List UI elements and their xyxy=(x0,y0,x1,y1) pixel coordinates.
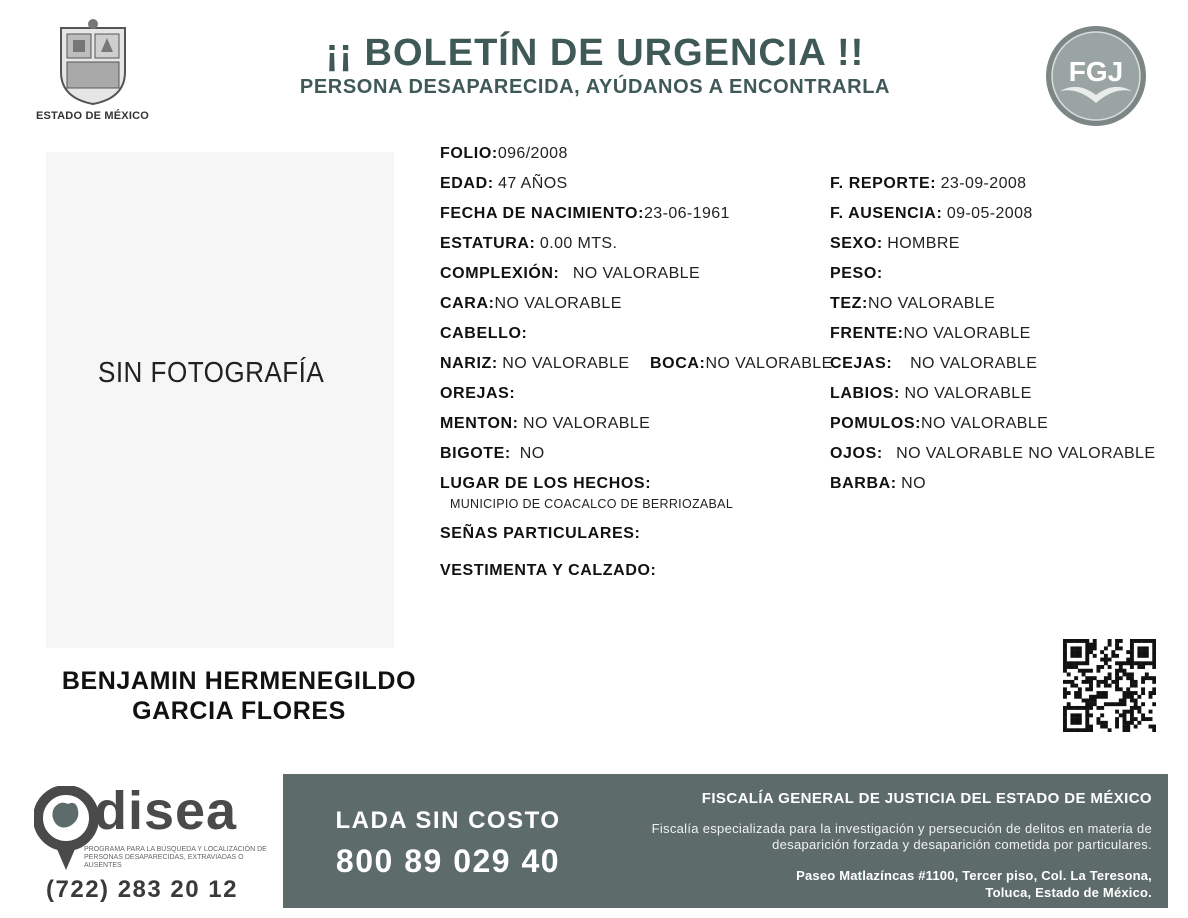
field-label: SEÑAS PARTICULARES: xyxy=(440,525,641,542)
field-barba xyxy=(830,474,926,494)
field-label: CARA: xyxy=(440,295,495,312)
field-estatura xyxy=(440,234,617,254)
no-photo-label: SIN FOTOGRAFÍA xyxy=(98,357,325,389)
field-label: FRENTE: xyxy=(830,325,904,342)
field-cejas xyxy=(830,354,1037,374)
field-f-reporte xyxy=(830,174,1026,194)
field-value: 0.00 MTS. xyxy=(539,235,618,252)
field-label: SEXO: xyxy=(830,235,883,252)
field-label: LUGAR DE LOS HECHOS: xyxy=(440,475,652,492)
field-vestimenta xyxy=(440,561,656,581)
field-value: NO VALORABLE xyxy=(502,355,630,372)
field-value: 47 AÑOS xyxy=(498,175,568,192)
field-value: NO VALORABLE xyxy=(705,355,833,372)
field-label: NARIZ: xyxy=(440,355,498,372)
field-label: F. AUSENCIA: xyxy=(830,205,943,222)
footer-contact-bar xyxy=(283,774,1168,908)
fiscalia-description: Fiscalía especializada para la investigación y persecución de delitos en materia de desaparición forzada y desaparición cometida por particulares. xyxy=(651,821,1152,852)
field-ojos xyxy=(830,444,1155,464)
field-label: FOLIO: xyxy=(440,145,498,162)
field-orejas xyxy=(440,384,515,404)
bulletin-header xyxy=(200,30,990,98)
address-line2: Toluca, Estado de México. xyxy=(985,885,1152,900)
field-value: NO VALORABLE xyxy=(523,415,651,432)
bulletin-subtitle: PERSONA DESAPARECIDA, AYÚDANOS A ENCONTRARLA xyxy=(299,76,891,98)
field-label: MENTON: xyxy=(440,415,519,432)
field-sexo xyxy=(830,234,960,254)
field-value: NO VALORABLE xyxy=(572,265,701,282)
field-boca xyxy=(650,354,833,374)
field-peso xyxy=(830,264,883,284)
field-value: NO VALORABLE xyxy=(904,385,1032,402)
field-label: CABELLO: xyxy=(440,325,528,342)
field-value: NO VALORABLE xyxy=(921,415,1049,432)
field-label: PESO: xyxy=(830,265,883,282)
odisea-word: disea xyxy=(94,781,238,841)
state-name: ESTADO DE MÉXICO xyxy=(35,110,149,122)
fgj-logo xyxy=(1040,25,1152,127)
field-senas xyxy=(440,524,640,544)
field-value: NO xyxy=(901,475,926,492)
field-label: F. REPORTE: xyxy=(830,175,937,192)
field-pomulos xyxy=(830,414,1048,434)
field-label: VESTIMENTA Y CALZADO: xyxy=(440,562,657,579)
field-fecha-nacimiento xyxy=(440,204,730,224)
field-labios xyxy=(830,384,1032,404)
fiscalia-address xyxy=(612,867,1152,901)
field-lugar-hechos xyxy=(440,474,651,494)
lugar-hechos-value: MUNICIPIO DE COACALCO DE BERRIOZABAL xyxy=(450,497,734,511)
field-nariz xyxy=(440,354,629,374)
field-label: OJOS: xyxy=(830,445,883,462)
field-label: BIGOTE: xyxy=(440,445,511,462)
field-label: EDAD: xyxy=(440,175,494,192)
field-f-ausencia xyxy=(830,204,1033,224)
field-menton xyxy=(440,414,650,434)
estado-de-mexico-logo xyxy=(30,18,155,130)
field-value: NO VALORABLE NO VALORABLE xyxy=(896,445,1156,462)
person-name xyxy=(30,666,448,726)
field-edad xyxy=(440,174,568,194)
field-tez xyxy=(830,294,995,314)
photo-placeholder xyxy=(46,152,394,648)
field-label: FECHA DE NACIMIENTO: xyxy=(440,205,644,222)
bulletin-title: ¡¡ BOLETÍN DE URGENCIA !! xyxy=(325,32,865,74)
person-name-line2: GARCIA FLORES xyxy=(132,697,346,725)
field-label: BOCA: xyxy=(650,355,706,372)
field-value: 09-05-2008 xyxy=(946,205,1033,222)
field-label: TEZ: xyxy=(830,295,868,312)
fgj-initials: FGJ xyxy=(1068,56,1124,87)
field-folio xyxy=(440,144,568,164)
odisea-program-text: PROGRAMA PARA LA BÚSQUEDA Y LOCALIZACIÓN DE PERSONAS DESAPARECIDAS, EXTRAVIADAS O AUSENTES xyxy=(84,846,267,869)
toll-free-block xyxy=(283,806,613,882)
field-value: HOMBRE xyxy=(887,235,960,252)
field-label: BARBA: xyxy=(830,475,897,492)
field-label: CEJAS: xyxy=(830,355,893,372)
qr-code[interactable] xyxy=(1063,639,1156,732)
field-cabello xyxy=(440,324,527,344)
fiscalia-title: FISCALÍA GENERAL DE JUSTICIA DEL ESTADO DE MÉXICO xyxy=(701,790,1152,807)
field-value: 23-09-2008 xyxy=(940,175,1027,192)
field-label: LABIOS: xyxy=(830,385,900,402)
toll-free-label: LADA SIN COSTO xyxy=(335,807,561,834)
field-label: OREJAS: xyxy=(440,385,516,402)
field-value: 23-06-1961 xyxy=(644,205,730,222)
field-label: ESTATURA: xyxy=(440,235,536,252)
qr-code-icon xyxy=(1063,639,1156,732)
field-value: NO VALORABLE xyxy=(903,325,1031,342)
field-bigote xyxy=(440,444,545,464)
odisea-phone: (722) 283 20 12 xyxy=(46,876,238,903)
toll-free-number: 800 89 029 40 xyxy=(335,843,561,879)
field-value: NO VALORABLE xyxy=(867,295,996,312)
fiscalia-block xyxy=(612,789,1152,901)
field-cara xyxy=(440,294,622,314)
field-value: 096/2008 xyxy=(497,145,568,162)
odisea-logo xyxy=(34,781,274,916)
field-label: COMPLEXIÓN: xyxy=(440,265,560,282)
field-value: NO VALORABLE xyxy=(910,355,1038,372)
field-label: POMULOS: xyxy=(830,415,922,432)
person-name-line1: BENJAMIN HERMENEGILDO xyxy=(61,667,417,695)
field-value: NO xyxy=(519,445,545,462)
coat-of-arms-icon xyxy=(53,18,133,106)
field-complexion xyxy=(440,264,700,284)
field-value: NO VALORABLE xyxy=(494,295,622,312)
field-frente xyxy=(830,324,1031,344)
address-line1: Paseo Matlazíncas #1100, Tercer piso, Col. La Teresona, xyxy=(796,868,1152,883)
